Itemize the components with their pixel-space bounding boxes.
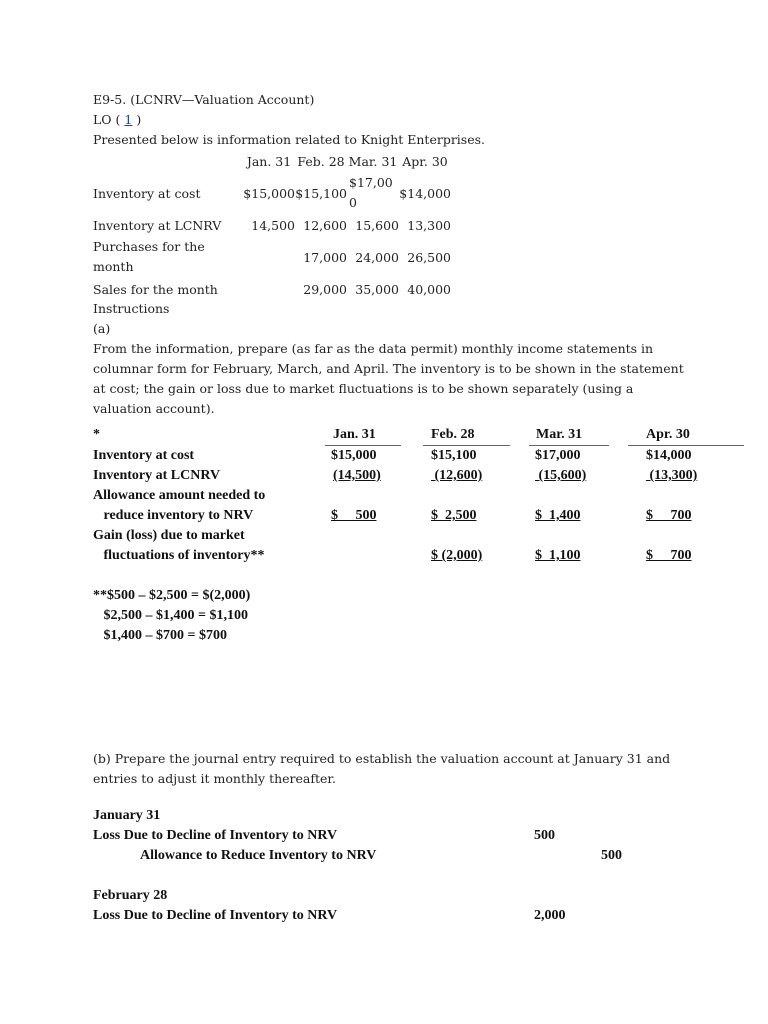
journal-date: January 31	[93, 808, 161, 823]
solution-cell: $ 700	[646, 508, 692, 523]
calc-note: **$500 – $2,500 = $(2,000)	[93, 588, 251, 603]
data-cell: 24,000	[355, 249, 399, 265]
solution-cell: (14,500)	[333, 468, 381, 483]
solution-row-label: reduce inventory to NRV	[93, 508, 254, 523]
data-cell: 35,000	[355, 281, 399, 297]
data-row-label: Purchases for the month	[93, 239, 205, 274]
data-table	[93, 151, 451, 299]
solution-cell: (12,600)	[431, 468, 483, 483]
solution-cell: $15,100	[431, 448, 477, 463]
calc-note: $2,500 – $1,400 = $1,100	[93, 608, 248, 623]
data-cell: $15,100	[295, 185, 347, 201]
data-row-label: Inventory at LCNRV	[93, 217, 222, 233]
part-b-line: entries to adjust it monthly thereafter.	[93, 771, 336, 786]
data-cell	[243, 279, 295, 299]
solution-cell: (15,600)	[535, 468, 587, 483]
data-col-header: Feb. 28	[297, 153, 345, 169]
instructions-heading: Instructions	[93, 301, 170, 316]
data-cell: 40,000	[407, 281, 451, 297]
data-cell: 17,000	[303, 249, 347, 265]
journal-date: February 28	[93, 888, 168, 903]
solution-col-header: Feb. 28	[431, 427, 475, 442]
data-col-header: Mar. 31	[348, 153, 398, 169]
data-cell: 26,500	[407, 249, 451, 265]
header-underline	[628, 445, 744, 446]
calc-note: $1,400 – $700 = $700	[93, 628, 227, 643]
journal-credit-amount: 500	[601, 848, 622, 863]
instructions-line: valuation account).	[93, 401, 215, 416]
lo-link[interactable]: 1	[124, 112, 133, 127]
solution-star: *	[93, 427, 100, 442]
solution-cell: (13,300)	[646, 468, 698, 483]
solution-cell: $ 700	[646, 548, 692, 563]
lo-suffix: )	[132, 112, 142, 127]
data-cell: 13,300	[407, 217, 451, 233]
data-row-label: Inventory at cost	[93, 185, 201, 201]
solution-cell: $ 2,500	[431, 508, 477, 523]
solution-row-label: Gain (loss) due to market	[93, 528, 245, 543]
header-underline	[423, 445, 510, 446]
part-a-label: (a)	[93, 321, 111, 336]
learning-objective	[93, 110, 141, 130]
solution-cell: $14,000	[646, 448, 692, 463]
solution-col-header: Mar. 31	[536, 427, 583, 442]
solution-row-label: Inventory at LCNRV	[93, 468, 221, 483]
data-cell: 29,000	[303, 281, 347, 297]
instructions-line: at cost; the gain or loss due to market fluctuations is to be shown separately (using a	[93, 381, 634, 396]
exercise-title: E9-5. (LCNRV—Valuation Account)	[93, 92, 315, 107]
data-row-label: Sales for the month	[93, 281, 218, 297]
solution-cell: $ 500	[331, 508, 377, 523]
data-cell: 14,500	[251, 217, 295, 233]
lo-prefix: LO (	[93, 112, 121, 127]
solution-row-label: Allowance amount needed to	[93, 488, 266, 503]
data-col-header: Apr. 30	[402, 153, 448, 169]
data-row	[93, 171, 451, 215]
instructions-line: columnar form for February, March, and April. The inventory is to be shown in the statement	[93, 361, 684, 376]
data-cell: $17,00 0	[349, 175, 393, 210]
solution-col-header: Jan. 31	[333, 427, 376, 442]
data-cell: 15,600	[355, 217, 399, 233]
solution-cell: $ (2,000)	[431, 548, 483, 563]
data-cell	[243, 235, 295, 279]
header-underline	[529, 445, 609, 446]
intro-text: Presented below is information related to Knight Enterprises.	[93, 132, 485, 147]
journal-debit-amount: 2,000	[534, 908, 566, 923]
journal-credit-account: Allowance to Reduce Inventory to NRV	[140, 848, 377, 863]
header-underline	[325, 445, 401, 446]
solution-cell: $17,000	[535, 448, 581, 463]
solution-row-label: Inventory at cost	[93, 448, 195, 463]
part-b-line: (b) Prepare the journal entry required to establish the valuation account at January 31 and	[93, 751, 671, 766]
journal-debit-account: Loss Due to Decline of Inventory to NRV	[93, 908, 338, 923]
data-row	[93, 215, 451, 235]
journal-debit-amount: 500	[534, 828, 555, 843]
solution-row-label: fluctuations of inventory**	[93, 548, 265, 563]
solution-col-header: Apr. 30	[646, 427, 690, 442]
data-row	[93, 279, 451, 299]
solution-cell: $ 1,100	[535, 548, 581, 563]
data-cell: 12,600	[303, 217, 347, 233]
solution-cell: $ 1,400	[535, 508, 581, 523]
instructions-line: From the information, prepare (as far as the data permit) monthly income statements in	[93, 341, 654, 356]
data-cell: $14,000	[399, 185, 451, 201]
data-table-header-row	[93, 151, 451, 171]
solution-cell: $15,000	[331, 448, 377, 463]
data-row	[93, 235, 451, 279]
journal-debit-account: Loss Due to Decline of Inventory to NRV	[93, 828, 338, 843]
data-cell: $15,000	[243, 185, 295, 201]
data-col-header: Jan. 31	[246, 153, 292, 169]
